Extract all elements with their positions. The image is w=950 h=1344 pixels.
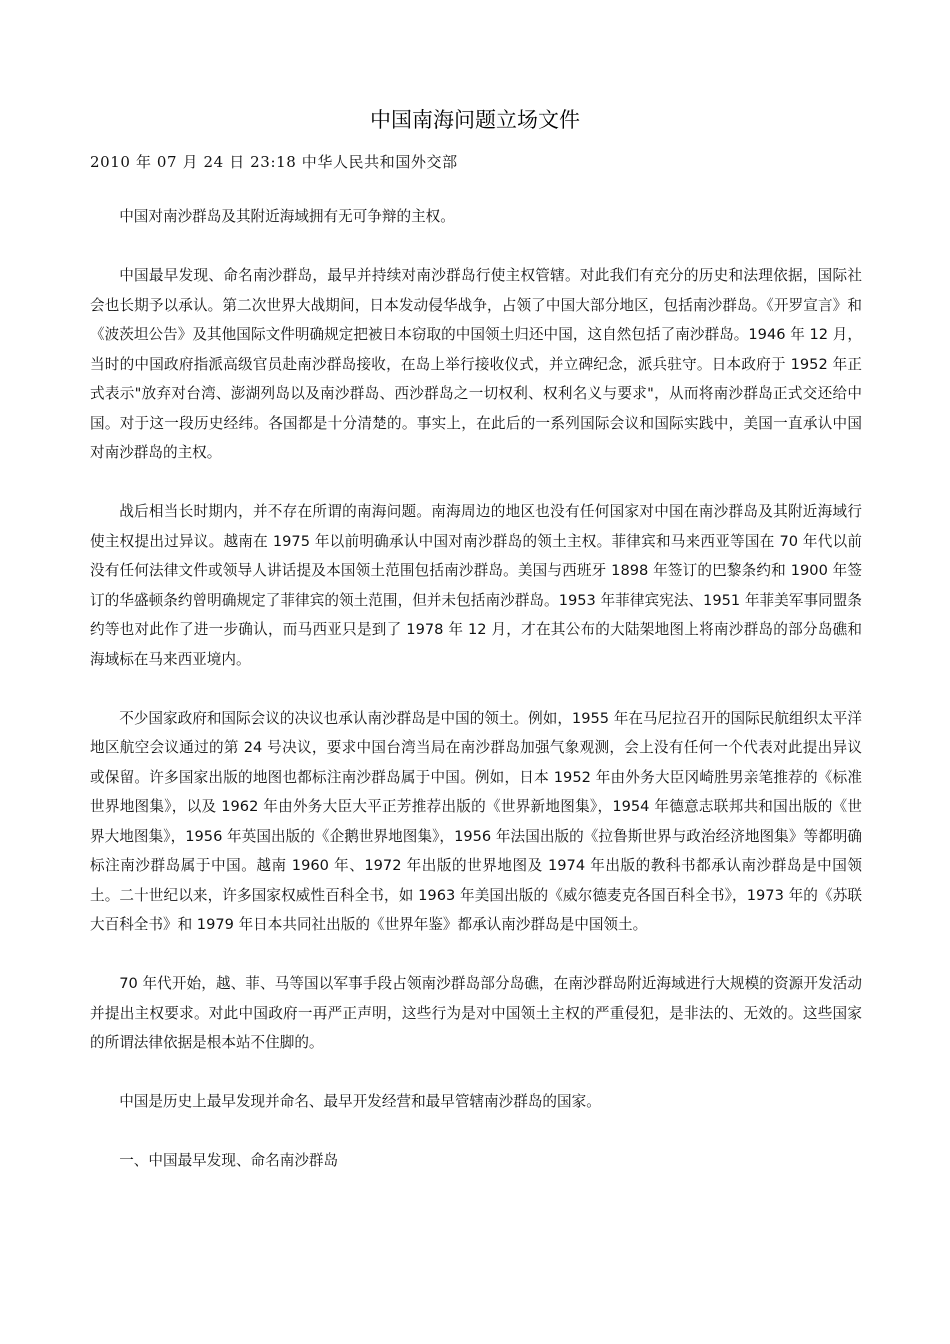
paragraph: 中国是历史上最早发现并命名、最早开发经营和最早管辖南沙群岛的国家。	[119, 1093, 601, 1110]
paragraph: 中国对南沙群岛及其附近海域拥有无可争辩的主权。	[119, 208, 455, 225]
document-date-source: 2010 年 07 月 24 日 23:18 中华人民共和国外交部	[90, 153, 458, 171]
paragraph: 不少国家政府和国际会议的决议也承认南沙群岛是中国的领土。例如，1955 年在马尼拉召开的国际民航组织太平洋地区航空会议通过的第 24 号决议，要求中国台湾当局在南沙群岛加强气象观测，会上没有任何一个代表对此提出异议或保留。许多国家出版的地图也都标注南沙群岛属于中国。例如，日本 1952 年由外务大臣冈崎胜男亲笔推荐的《标准世界地图集》，以及 1962 年由外务大臣大平正芳推荐出版的《世界新地图集》，1954 年德意志联邦共和国出版的《世界大地图集》，1956 年英国出版的《企鹅世界地图集》，1956 年法国出版的《拉鲁斯世界与政治经济地图集》等都明确标注南沙群岛属于中国。越南 1960 年、1972 年出版的世界地图及 1974 年出版的教科书都承认南沙群岛是中国领土。二十世纪以来，许多国家权威性百科全书，如 1963 年美国出版的《威尔德麦克各国百科全书》，1973 年的《苏联大百科全书》和 1979 年日本共同社出版的《世界年鉴》都承认南沙群岛是中国领土。	[90, 709, 862, 933]
paragraph: 中国最早发现、命名南沙群岛，最早并持续对南沙群岛行使主权管辖。对此我们有充分的历史和法理依据，国际社会也长期予以承认。第二次世界大战期间，日本发动侵华战争，占领了中国大部分地区，包括南沙群岛。《开罗宣言》和《波茨坦公告》及其他国际文件明确规定把被日本窃取的中国领土归还中国，这自然包括了南沙群岛。1946 年 12 月，当时的中国政府指派高级官员赴南沙群岛接收，在岛上举行接收仪式，并立碑纪念，派兵驻守。日本政府于 1952 年正式表示"放弃对台湾、澎湖列岛以及南沙群岛、西沙群岛之一切权利、权利名义与要求"，从而将南沙群岛正式交还给中国。对于这一段历史经纬。各国都是十分清楚的。事实上，在此后的一系列国际会议和国际实践中，美国一直承认中国对南沙群岛的主权。	[90, 267, 862, 461]
document-title: 中国南海问题立场文件	[370, 108, 580, 132]
section-heading: 一、中国最早发现、命名南沙群岛	[119, 1152, 339, 1169]
paragraph: 战后相当长时期内，并不存在所谓的南海问题。南海周边的地区也没有任何国家对中国在南沙群岛及其附近海域行使主权提出过异议。越南在 1975 年以前明确承认中国对南沙群岛的领土主权。菲律宾和马来西亚等国在 70 年代以前没有任何法律文件或领导人讲话提及本国领土范围包括南沙群岛。美国与西班牙 1898 年签订的巴黎条约和 1900 年签订的华盛顿条约曾明确规定了菲律宾的领土范围，但并未包括南沙群岛。1953 年菲律宾宪法、1951 年菲美军事同盟条约等也对此作了进一步确认，而马西亚只是到了 1978 年 12 月，才在其公布的大陆架地图上将南沙群岛的部分岛礁和海域标在马来西亚境内。	[90, 503, 862, 668]
paragraph: 70 年代开始，越、菲、马等国以军事手段占领南沙群岛部分岛礁，在南沙群岛附近海域进行大规模的资源开发活动并提出主权要求。对此中国政府一再严正声明，这些行为是对中国领土主权的严重侵犯，是非法的、无效的。这些国家的所谓法律依据是根本站不住脚的。	[90, 975, 862, 1051]
document-body	[90, 202, 862, 1205]
